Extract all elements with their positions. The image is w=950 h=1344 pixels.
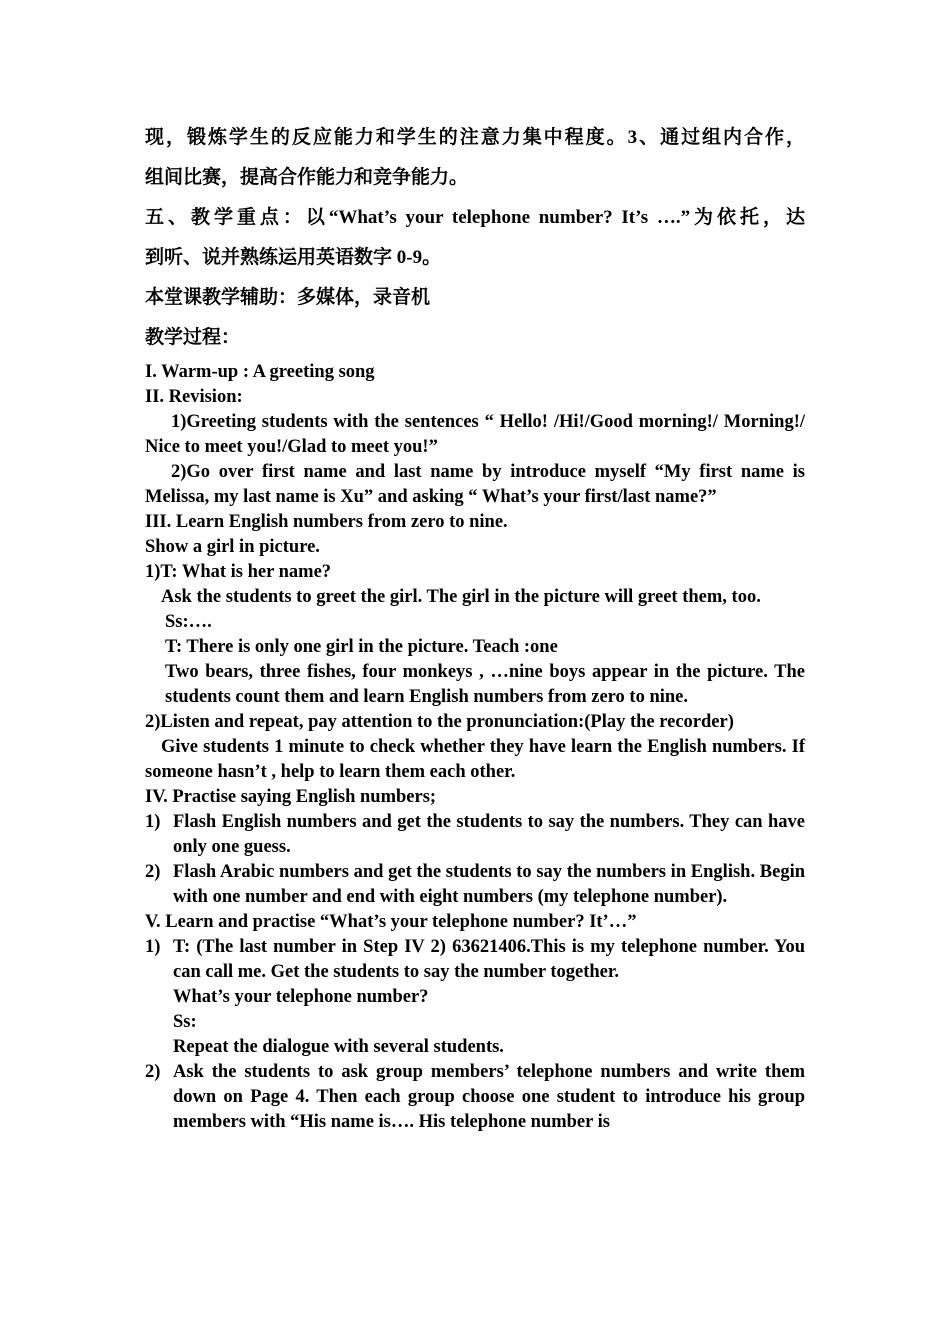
learn-numbers-heading: III. Learn English numbers from zero to nine. [145, 512, 508, 532]
list-item-number: 2) [145, 1062, 161, 1082]
telephone-section-heading: V. Learn and practise “What’s your telephone number? It’…” [145, 912, 637, 932]
repeat-dialogue-line: Repeat the dialogue with several students. [173, 1037, 504, 1057]
list-item-number: 1) [145, 812, 161, 832]
cn-line-4: 到听、说并熟练运用英语数字 0-9。 [145, 247, 442, 268]
cn-line-2: 组间比赛，提高合作能力和竞争能力。 [145, 167, 469, 188]
warmup-heading: I. Warm-up : A greeting song [145, 362, 375, 382]
practise-heading: IV. Practise saying English numbers; [145, 787, 437, 807]
teaching-focus-line: 五、教学重点：以“What’s your telephone number? It’s ….”为依托，达 [145, 207, 805, 228]
cn-line-1: 现，锻炼学生的反应能力和学生的注意力集中程度。3、通过组内合作， [145, 127, 805, 148]
document-page [145, 118, 805, 1135]
list-item [145, 810, 805, 860]
revision-item-2: 2)Go over first name and last name by introduce myself “My first name is Melissa, my last name is Xu” and asking “ What’s your first/last name?” [145, 462, 805, 507]
teaching-process-heading: 教学过程： [145, 327, 241, 348]
count-paragraph: Two bears, three fishes, four monkeys , …nine boys appear in the picture. The students count them and learn English numbers from zero to nine. [165, 662, 805, 707]
teach-one-line: T: There is only one girl in the picture. Teach :one [165, 637, 558, 657]
give-minute-paragraph: Give students 1 minute to check whether they have learn the English numbers. If someone hasn’t , help to learn them each other. [145, 737, 805, 782]
ss-reply-line: Ss: [173, 1012, 197, 1032]
list-item-number: 2) [145, 862, 161, 882]
list-item-number: 1) [145, 937, 161, 957]
list-item-text: Flash English numbers and get the students to say the numbers. They can have only one guess. [173, 812, 805, 857]
list-item-text: Flash Arabic numbers and get the students to say the numbers in English. Begin with one number and end with eight numbers (my telephone number). [173, 862, 805, 907]
revision-heading: II. Revision: [145, 387, 243, 407]
list-item-text: T: (The last number in Step IV 2) 63621406.This is my telephone number. You can call me. Get the students to say the number together. [173, 937, 805, 982]
teaching-aids-line: 本堂课教学辅助：多媒体，录音机 [145, 287, 431, 308]
telephone-question: What’s your telephone number? [173, 987, 429, 1007]
listen-repeat-line: 2)Listen and repeat, pay attention to the pronunciation:(Play the recorder) [145, 712, 734, 732]
list-item [145, 1060, 805, 1135]
list-item [145, 935, 805, 985]
question-line: 1)T: What is her name? [145, 562, 332, 582]
ask-greet-paragraph: Ask the students to greet the girl. The girl in the picture will greet them, too. [161, 587, 761, 607]
revision-item-1: 1)Greeting students with the sentences “ Hello! /Hi!/Good morning!/ Morning!/ Nice to meet you!/Glad to meet you!” [145, 412, 805, 457]
ss-line: Ss:…. [165, 612, 212, 632]
list-item [145, 860, 805, 910]
show-girl-line: Show a girl in picture. [145, 537, 320, 557]
list-item-text: Ask the students to ask group members’ telephone numbers and write them down on Page 4. Then each group choose one student to introduce his group members with “His name is…. His telephone number is [173, 1062, 805, 1132]
